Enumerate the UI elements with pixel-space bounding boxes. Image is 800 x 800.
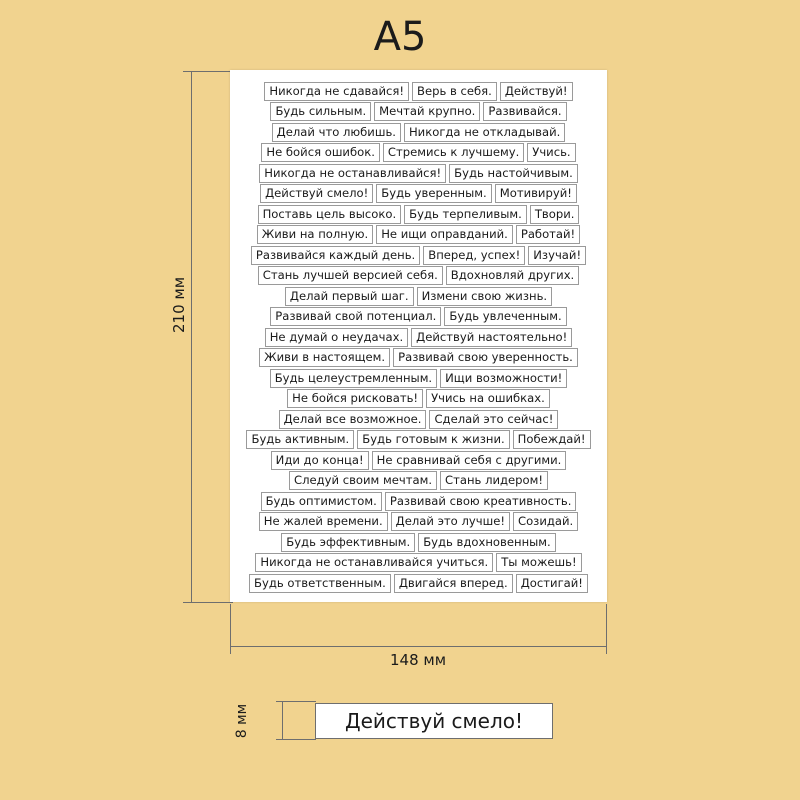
sticker-row: [230, 225, 607, 246]
sticker-row: [230, 122, 607, 143]
sticker-label: Вдохновляй других.: [446, 266, 579, 285]
sticker-label: Созидай.: [513, 512, 578, 531]
sticker-label: Изучай!: [528, 246, 586, 265]
sticker-label: Побеждай!: [513, 430, 591, 449]
sticker-label: Иди до конца!: [271, 451, 369, 470]
sticker-rows: [230, 81, 607, 594]
sticker-label: Ищи возможности!: [440, 369, 567, 388]
sticker-label: Работай!: [516, 225, 580, 244]
sticker-label: Живи в настоящем.: [259, 348, 390, 367]
sticker-row: [230, 163, 607, 184]
sticker-label: Будь готовым к жизни.: [357, 430, 509, 449]
strip-height-label: 8 мм: [234, 703, 250, 739]
sticker-label: Учись.: [527, 143, 575, 162]
sticker-label: Мотивируй!: [495, 184, 577, 203]
sticker-label: Делай все возможное.: [279, 410, 427, 429]
sticker-label: Будь оптимистом.: [261, 492, 382, 511]
sticker-label: Никогда не останавливайся!: [259, 164, 446, 183]
sticker-label: Не бойся рисковать!: [287, 389, 423, 408]
sticker-label: Будь вдохновенным.: [418, 533, 556, 552]
sticker-row: [230, 307, 607, 328]
sticker-label: Никогда не останавливайся учиться.: [255, 553, 493, 572]
sticker-row: [230, 348, 607, 369]
width-dimension-right-extension: [606, 604, 607, 654]
sticker-label: Никогда не сдавайся!: [264, 82, 409, 101]
sticker-label: Действуй смело!: [260, 184, 373, 203]
strip-height-top-extension: [276, 701, 316, 702]
sticker-label: Поставь цель высоко.: [258, 205, 402, 224]
sticker-label: Достигай!: [516, 574, 588, 593]
sticker-row: [230, 491, 607, 512]
sticker-row: [230, 327, 607, 348]
sticker-label: Мечтай крупно.: [374, 102, 480, 121]
sticker-row: [230, 573, 607, 594]
sticker-label: Не ищи оправданий.: [376, 225, 513, 244]
sticker-label: Развивай свою креативность.: [385, 492, 577, 511]
strip-height-bottom-extension: [276, 739, 316, 740]
width-label: 148 мм: [389, 651, 447, 669]
format-title: A5: [373, 14, 427, 60]
sticker-label: Развивайся.: [483, 102, 566, 121]
height-dimension-top-extension: [183, 71, 233, 72]
sticker-label: Живи на полную.: [257, 225, 373, 244]
sticker-label: Будь ответственным.: [249, 574, 391, 593]
sticker-row: [230, 471, 607, 492]
sticker-label: Будь терпеливым.: [404, 205, 527, 224]
sticker-label: Будь эффективным.: [281, 533, 415, 552]
sticker-row: [230, 532, 607, 553]
sticker-label: Действуй настоятельно!: [411, 328, 572, 347]
sticker-label: Делай что любишь.: [272, 123, 401, 142]
sticker-label: Будь активным.: [246, 430, 354, 449]
sticker-row: [230, 245, 607, 266]
sticker-row: [230, 204, 607, 225]
sticker-row: [230, 143, 607, 164]
sticker-row: [230, 553, 607, 574]
sticker-label: Будь целеустремленным.: [270, 369, 437, 388]
sticker-label: Твори.: [530, 205, 580, 224]
sticker-label: Будь увлеченным.: [444, 307, 566, 326]
sticker-label: Делай это лучше!: [391, 512, 510, 531]
sticker-row: [230, 266, 607, 287]
sticker-label: Не жалей времени.: [259, 512, 388, 531]
sticker-label: Никогда не откладывай.: [404, 123, 565, 142]
sticker-label: Измени свою жизнь.: [417, 287, 553, 306]
sticker-label: Не бойся ошибок.: [261, 143, 380, 162]
sticker-label: Ты можешь!: [496, 553, 581, 572]
sticker-label: Стань лидером!: [440, 471, 548, 490]
sticker-label: Действуй!: [500, 82, 573, 101]
sticker-label: Развивай свою уверенность.: [393, 348, 578, 367]
sticker-label: Делай первый шаг.: [285, 287, 414, 306]
sticker-label: Не думай о неудачах.: [265, 328, 408, 347]
sticker-row: [230, 430, 607, 451]
height-dimension-bottom-extension: [183, 602, 233, 603]
sticker-sheet: [230, 70, 607, 602]
sticker-row: [230, 81, 607, 102]
sticker-label: Развивай свой потенциал.: [270, 307, 441, 326]
sticker-row: [230, 286, 607, 307]
sticker-label: Учись на ошибках.: [426, 389, 550, 408]
sticker-label: Стань лучшей версией себя.: [258, 266, 443, 285]
sticker-label: Сделай это сейчас!: [429, 410, 558, 429]
width-dimension-left-extension: [230, 604, 231, 654]
strip-height-dimension-line: [282, 702, 283, 740]
sticker-label: Двигайся вперед.: [394, 574, 513, 593]
sample-sticker: Действуй смело!: [315, 703, 553, 739]
sticker-label: Будь сильным.: [270, 102, 371, 121]
height-dimension-line: [191, 72, 192, 603]
sticker-label: Следуй своим мечтам.: [289, 471, 437, 490]
sticker-label: Будь уверенным.: [376, 184, 491, 203]
sticker-row: [230, 450, 607, 471]
sticker-label: Будь настойчивым.: [449, 164, 578, 183]
height-label: 210 мм: [170, 276, 188, 334]
sticker-label: Верь в себя.: [412, 82, 497, 101]
width-dimension-line: [231, 646, 607, 647]
sticker-row: [230, 512, 607, 533]
sticker-label: Не сравнивай себя с другими.: [372, 451, 567, 470]
sticker-row: [230, 368, 607, 389]
sticker-row: [230, 102, 607, 123]
sticker-row: [230, 184, 607, 205]
sticker-row: [230, 409, 607, 430]
sticker-label: Развивайся каждый день.: [251, 246, 420, 265]
sticker-label: Вперед, успех!: [423, 246, 525, 265]
sticker-row: [230, 389, 607, 410]
sticker-label: Стремись к лучшему.: [383, 143, 524, 162]
